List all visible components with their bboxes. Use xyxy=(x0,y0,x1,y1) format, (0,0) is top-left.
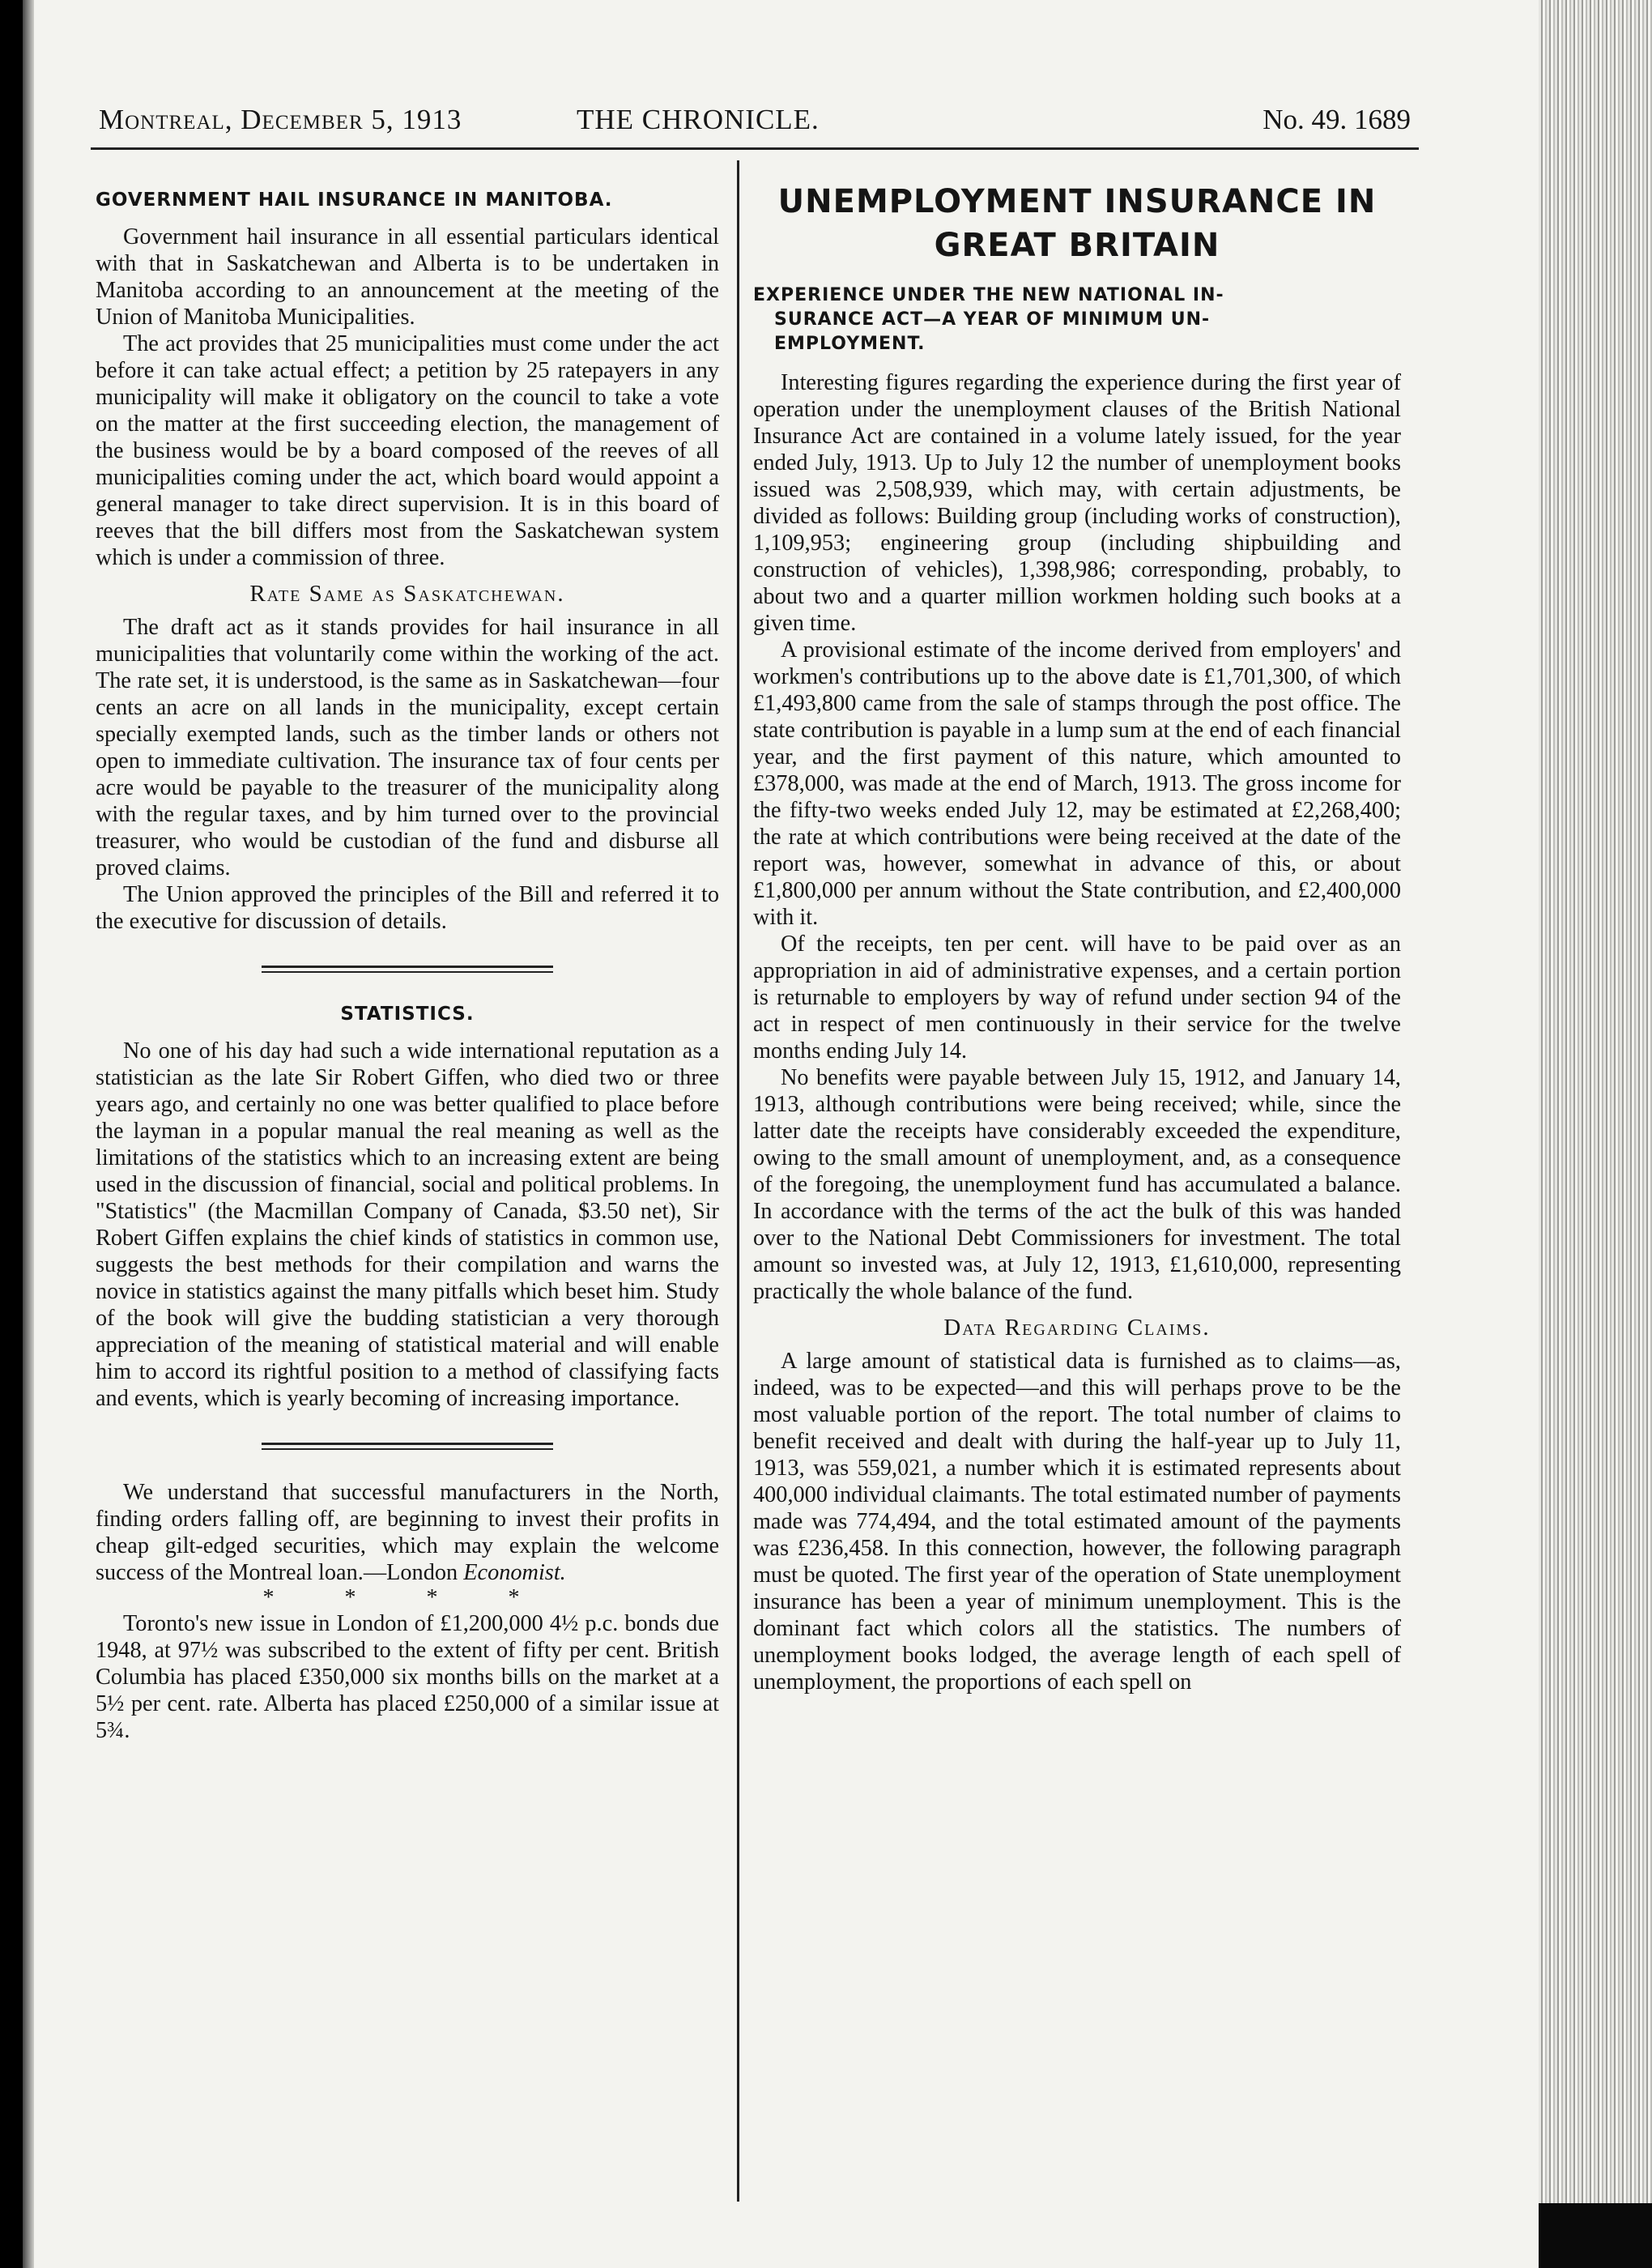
statistics-paragraph: No one of his day had such a wide international reputation as a statistician as the late Sir Robert Giffen, who died two or three years ago, and certainly no one was better qualified to place before the layman in a popular manual the real meaning as well as the limitations of the statistics which to an increasing extent are being used in the discussion of financial, social and political problems. In "Statistics" (the Macmillan Company of Canada, $3.50 net), Sir Robert Giffen explains the chief kinds of statistics in common use, suggests the best methods for their compilation and warns the novice in statistics against the many pitfalls which beset him. Study of the book will give the budding statistician a very thorough appreciation of the meaning of statistical material and will enable him to accord its rightful position to a method of classifying facts and events, which is yearly becoming of increasing importance. xyxy=(96,1038,719,1411)
rate-subheading: Rate Same as Saskatchewan. xyxy=(249,581,565,607)
hail-insurance-heading: GOVERNMENT HAIL INSURANCE IN MANITOBA. xyxy=(96,190,613,211)
header-publication-title: THE CHRONICLE. xyxy=(577,104,820,135)
section-divider xyxy=(262,966,553,973)
asterism: * * * * xyxy=(262,1585,552,1610)
economist-paragraph xyxy=(96,1479,719,1586)
page-stack-edges xyxy=(1539,0,1652,2268)
article-subtitle-line-1: EXPERIENCE UNDER THE NEW NATIONAL IN- xyxy=(753,285,1224,305)
article-title xyxy=(753,180,1401,267)
scan-border-bottom xyxy=(1539,2203,1652,2268)
article-title-line-2: GREAT BRITAIN xyxy=(934,227,1220,264)
economist-text: We understand that successful manufacturers in the North, finding orders falling off, are beginning to invest their profits in cheap gilt-edged securities, which may explain the welcome success of the Montreal loan.—London xyxy=(96,1480,719,1585)
economist-source: Economist. xyxy=(463,1560,566,1585)
header-rule xyxy=(91,147,1419,150)
claims-paragraph: A large amount of statistical data is furnished as to claims—as, indeed, was to be expected—and this will perhaps prove to be the most valuable portion of the report. The total number of claims to benefit received and dealt with during the half-year up to July 11, 1913, was 559,021, a number which it is estimated represents about 400,000 individual claimants. The total estimated number of payments made was 774,494, and the total estimated amount of the payments was £236,458. In this connection, however, the following paragraph must be quoted. The first year of the operation of State unemployment insurance has been a year of minimum unemployment. This is the dominant fact which colors all the statistics. The numbers of unemployment books lodged, the average length of each spell of unemployment, the proportions of each spell on xyxy=(753,1349,1401,1695)
toronto-paragraph: Toronto's new issue in London of £1,200,000 4½ p.c. bonds due 1948, at 97½ was subscribed to the extent of fifty per cent. British Columbia has placed £350,000 six months bills on the market at a 5½ per cent. rate. Alberta has placed £250,000 of a similar issue at 5¾. xyxy=(96,1611,719,1743)
article-paragraph-2: A provisional estimate of the income derived from employers' and workmen's contributions up to the above date is £1,701,300, of which £1,493,800 came from the sale of stamps through the post office. The state contribution is payable in a lump sum at the end of each financial year, and the first payment of this nature, which amounted to £378,000, was made at the end of March, 1913. The gross income for the fifty-two weeks ended July 12, may be estimated at £2,268,400; the rate at which contributions were being received at the date of the report was, however, somewhat in advance of this, or about £1,800,000 per annum without the State contribution, and £2,400,000 with it. xyxy=(753,637,1401,930)
article-subtitle xyxy=(753,284,1401,356)
column-rule xyxy=(737,160,739,2202)
statistics-heading: STATISTICS. xyxy=(340,1004,475,1025)
header-date: Montreal, December 5, 1913 xyxy=(99,104,462,135)
header-issue-page: No. 49. 1689 xyxy=(1262,104,1411,135)
hail-paragraph-1: Government hail insurance in all essential particulars identical with that in Saskatchewan and Alberta is to be undertaken in Manitoba according to an announcement at the meeting of the Union of Manitoba Municipalities. xyxy=(96,224,719,330)
running-header xyxy=(99,104,1411,152)
article-paragraph-1: Interesting figures regarding the experience during the first year of operation under the unemployment clauses of the British National Insurance Act are contained in a volume lately issued, for the year ended July, 1913. Up to July 12 the number of unemployment books issued was 2,508,939, which may, with certain adjustments, be divided as follows: Building group (including works of construction), 1,109,953; engineering group (including shipbuilding and construction of vehicles), 1,398,986; corresponding, probably, to about two and a quarter million workmen holding such books at a given time. xyxy=(753,370,1401,636)
right-column xyxy=(753,180,1401,1695)
section-divider xyxy=(262,1443,553,1450)
article-subtitle-line-3: EMPLOYMENT. xyxy=(774,334,926,354)
article-subtitle-line-2: SURANCE ACT—A YEAR OF MINIMUM UN- xyxy=(774,309,1211,330)
article-paragraph-4: No benefits were payable between July 15, 1912, and January 14, 1913, although contributions were being received; while, since the latter date the receipts have considerably exceeded the expenditure, owing to the small amount of unemployment, and, as a consequence of the foregoing, the unemployment fund has accumulated a balance. In accordance with the terms of the act the bulk of this was handed over to the National Debt Commissioners for investment. The total amount so invested was, at July 12, 1913, £1,610,000, representing practically the whole balance of the fund. xyxy=(753,1065,1401,1304)
hail-paragraph-4: The Union approved the principles of the Bill and referred it to the executive for discussion of details. xyxy=(96,882,719,934)
article-title-line-1: UNEMPLOYMENT INSURANCE IN xyxy=(777,183,1377,220)
left-column xyxy=(96,180,719,1744)
claims-subheading: Data Regarding Claims. xyxy=(943,1315,1211,1341)
hail-paragraph-3: The draft act as it stands provides for hail insurance in all municipalities that voluntarily come within the working of the act. The rate set, it is understood, is the same as in Saskatchewan—four cents an acre on all lands in the municipality, except certain specially exempted lands, such as the timber lands or others not open to immediate cultivation. The insurance tax of four cents per acre would be payable to the treasurer of the municipality along with the regular taxes, and by him turned over to the provincial treasurer, who would be custodian of the fund and disburse all proved claims. xyxy=(96,615,719,880)
binding-shadow xyxy=(23,0,34,2268)
article-paragraph-3: Of the receipts, ten per cent. will have to be paid over as an appropriation in aid of administrative expenses, and a certain portion is returnable to employers by way of refund under section 94 of the act in respect of men continuously in their service for the twelve months ending July 14. xyxy=(753,932,1401,1064)
hail-paragraph-2: The act provides that 25 municipalities must come under the act before it can take actual effect; a petition by 25 ratepayers in any municipality will make it obligatory on the council to take a vote on the matter at the first succeeding election, the management of the business would be by a board composed of the reeves of all municipalities coming under the act, which board would appoint a general manager to take direct supervision. It is in this board of reeves that the bill differs most from the Saskatchewan system which is under a commission of three. xyxy=(96,331,719,570)
